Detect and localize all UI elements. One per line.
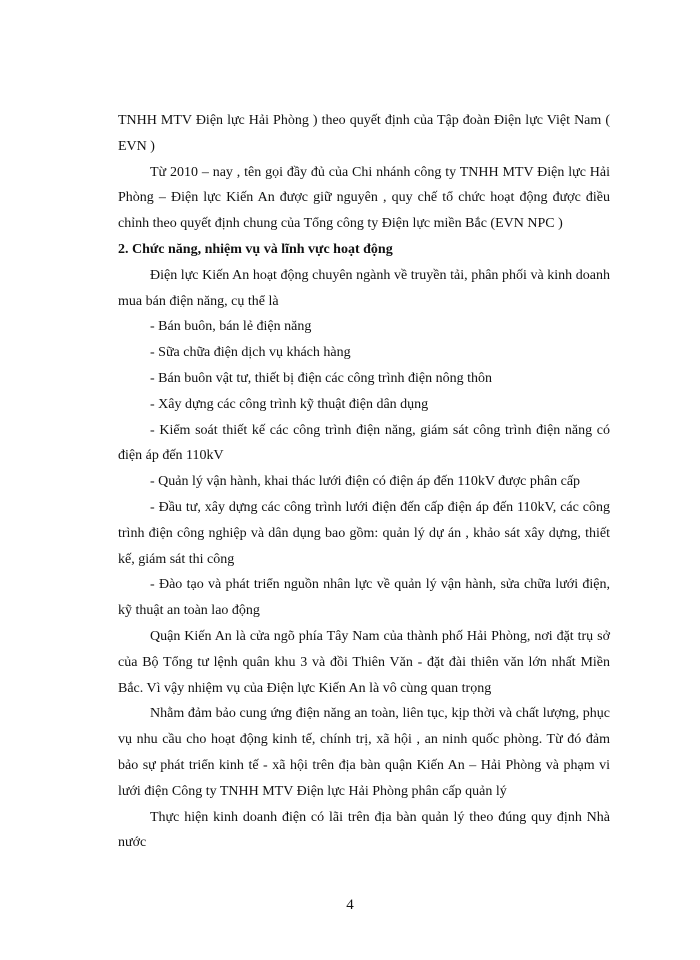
- paragraph-3: Điện lực Kiến An hoạt động chuyên ngành về truyền tải, phân phối và kinh doanh mua bán điện năng, cụ thể là: [118, 267, 610, 309]
- bullet-item: - Đào tạo và phát triển nguồn nhân lực về quản lý vận hành, sửa chữa lưới điện, kỹ thuật an toàn lao động: [118, 577, 610, 619]
- paragraph-1: TNHH MTV Điện lực Hải Phòng ) theo quyết định của Tập đoàn Điện lực Việt Nam ( EVN ): [118, 113, 610, 154]
- page-number: 4: [346, 897, 354, 913]
- bullet-item: - Đầu tư, xây dựng các công trình lưới điện đến cấp điện áp đến 110kV, các công trình điện công nghiệp và dân dụng bao gồm: quản lý dự án , khảo sát xây dựng, thiết kế, giám sát thi công: [118, 499, 610, 567]
- bullet-item: - Bán buôn, bán lẻ điện năng: [150, 319, 312, 335]
- paragraph-6: Thực hiện kinh doanh điện có lãi trên địa bàn quản lý theo đúng quy định Nhà nước: [118, 809, 610, 851]
- bullet-item: - Sữa chữa điện dịch vụ khách hàng: [150, 345, 351, 361]
- paragraph-4: Quận Kiến An là cửa ngõ phía Tây Nam của thành phố Hải Phòng, nơi đặt trụ sở của Bộ Tổng tư lệnh quân khu 3 và đồi Thiên Văn - đặt đài thiên văn lớn nhất Miền Bắc. Vì vậy nhiệm vụ của Điện lực Kiến An là vô cùng quan trọng: [118, 628, 610, 696]
- bullet-item: - Quản lý vận hành, khai thác lưới điện có điện áp đến 110kV được phân cấp: [150, 474, 581, 490]
- paragraph-5: Nhằm đảm bảo cung ứng điện năng an toàn, liên tục, kịp thời và chất lượng, phục vụ nhu cầu cho hoạt động kinh tế, chính trị, xã hội , an ninh quốc phòng. Từ đó đảm bảo sự phát triển kinh tế - xã hội trên địa bàn quận Kiến An – Hải Phòng và phạm vi lưới điện Công ty TNHH MTV Điện lực Hải Phòng phân cấp quản lý: [118, 706, 610, 799]
- paragraph-2: Từ 2010 – nay , tên gọi đầy đủ của Chi nhánh công ty TNHH MTV Điện lực Hải Phòng – Điện lực Kiến An được giữ nguyên , quy chế tổ chức hoạt động được điều chỉnh theo quyết định chung của Tổng công ty Điện lực miền Bắc (EVN NPC ): [118, 164, 610, 232]
- bullet-item: - Kiểm soát thiết kế các công trình điện năng, giám sát công trình điện năng có điện áp đến 110kV: [118, 422, 610, 464]
- section-heading: 2. Chức năng, nhiệm vụ và lĩnh vực hoạt động: [118, 241, 393, 257]
- bullet-item: - Xây dựng các công trình kỹ thuật điện dân dụng: [150, 396, 429, 412]
- document-body: [118, 108, 610, 856]
- bullet-item: - Bán buôn vật tư, thiết bị điện các công trình điện nông thôn: [150, 370, 492, 386]
